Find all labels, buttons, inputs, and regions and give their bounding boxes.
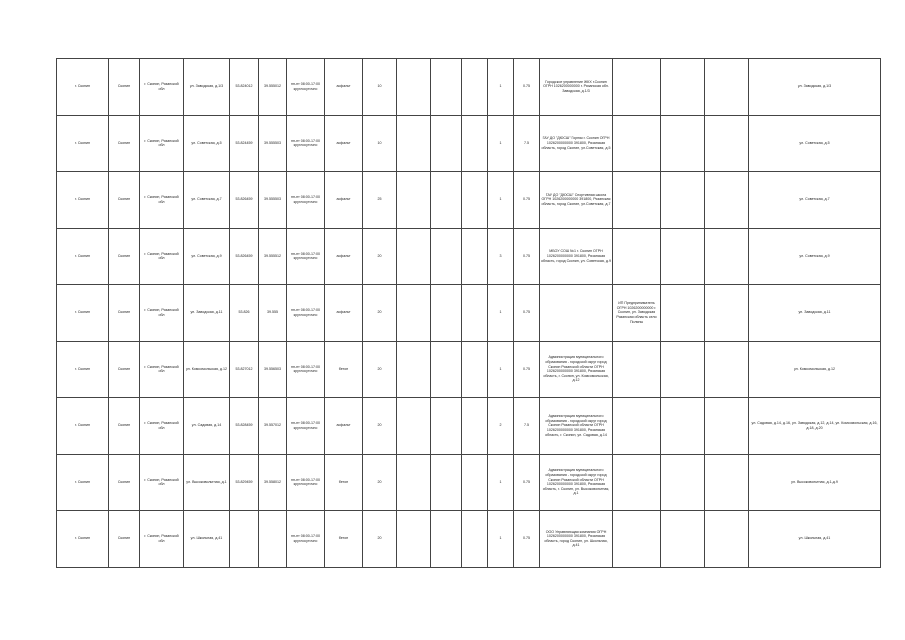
table-cell-addrs: ул. Советская, д.5 bbox=[749, 115, 881, 172]
table-cell-area: 20 bbox=[363, 511, 397, 568]
table-cell-c9 bbox=[397, 454, 431, 511]
table-cell-10 bbox=[431, 228, 462, 285]
table-cell-c12: 0.75 bbox=[514, 341, 540, 398]
table-cell-c10: 1 bbox=[488, 172, 514, 229]
table-cell-area: 20 bbox=[363, 285, 397, 342]
table-cell-street: ул. Заводская, д.1/3 bbox=[184, 59, 230, 116]
table-cell-street: ул. Комсомольская, д.12 bbox=[184, 341, 230, 398]
table-cell-owner: МБОУ СОШ №1 г. Скопин ОГРН 1026200000000 391800, Рязанская область, город Скопин, ул. Советская, д.9 bbox=[540, 228, 613, 285]
table-cell-owner: Администрация муниципального образования - городской округ город Скопин Рязанской области ОГРН 1026200000000 391800, Рязанская область, г. Скопин, ул. Высоковольтная, д.1 bbox=[540, 454, 613, 511]
table-cell-owner2 bbox=[613, 454, 661, 511]
table-cell-cover: асфальт bbox=[325, 398, 363, 455]
table-cell-owner2 bbox=[613, 172, 661, 229]
table-cell-owner2 bbox=[613, 228, 661, 285]
table-cell-10 bbox=[431, 172, 462, 229]
table-cell-lat: 53.827012 bbox=[230, 341, 259, 398]
table-cell-area: 20 bbox=[363, 341, 397, 398]
table-cell-owner2 bbox=[613, 511, 661, 568]
table-cell-addrs: ул. Садовая, д.14, д.16, ул. Заводская, д.12, д.14, ул. Комсомольская, д.16, д.18, д.20 bbox=[749, 398, 881, 455]
table-row bbox=[57, 511, 881, 568]
table-cell-cover: бетон bbox=[325, 341, 363, 398]
table-cell-city: г. Скопин bbox=[57, 285, 109, 342]
table-cell-c10: 1 bbox=[488, 59, 514, 116]
table-cell-10 bbox=[431, 398, 462, 455]
table-cell-owner: ООО Управляющая компания ОГРН 1026200000000 391800, Рязанская область, город Скопин, ул. Школьная, д.41 bbox=[540, 511, 613, 568]
table-cell-11 bbox=[462, 115, 488, 172]
table-cell-lon: 39.557012 bbox=[259, 398, 287, 455]
table-cell-c9 bbox=[397, 172, 431, 229]
table-cell-lon: 39.555512 bbox=[259, 228, 287, 285]
table-cell-area: 20 bbox=[363, 398, 397, 455]
table-cell-c12: 7.5 bbox=[514, 398, 540, 455]
table-cell-street: ул. Советская, д.9 bbox=[184, 228, 230, 285]
table-cell-16 bbox=[661, 511, 705, 568]
table-cell-11 bbox=[462, 398, 488, 455]
table-cell-owner2 bbox=[613, 398, 661, 455]
table-cell-c9 bbox=[397, 115, 431, 172]
table-cell-addr: г. Скопин, Рязанской обл bbox=[140, 398, 184, 455]
table-cell-addrs: ул. Советская, д.9 bbox=[749, 228, 881, 285]
table-cell-11 bbox=[462, 172, 488, 229]
table-cell-lon: 39.555503 bbox=[259, 115, 287, 172]
table-cell-area: 20 bbox=[363, 228, 397, 285]
table-cell-street: ул. Советская, д.5 bbox=[184, 115, 230, 172]
table-cell-time: пн-пт 08:00-17:00 круглосуточно bbox=[287, 398, 325, 455]
table-cell-lon: 39.555012 bbox=[259, 59, 287, 116]
table-cell-11 bbox=[462, 511, 488, 568]
table-cell-street: ул. Заводская, д.11 bbox=[184, 285, 230, 342]
table-row bbox=[57, 115, 881, 172]
table-cell-cover: асфальт bbox=[325, 59, 363, 116]
table-cell-c12: 0.75 bbox=[514, 285, 540, 342]
table-cell-c9 bbox=[397, 398, 431, 455]
table-cell-district: Скопин bbox=[109, 454, 140, 511]
table-cell-time: пн-пт 08:00-17:00 круглосуточно bbox=[287, 511, 325, 568]
table-cell-16 bbox=[661, 454, 705, 511]
table-cell-time: пн-пт 08:00-17:00 круглосуточно bbox=[287, 341, 325, 398]
table-cell-c9 bbox=[397, 228, 431, 285]
table-cell-c9 bbox=[397, 341, 431, 398]
table-cell-city: г. Скопин bbox=[57, 398, 109, 455]
table-cell-lon: 39.556503 bbox=[259, 341, 287, 398]
table-cell-time: пн-пт 08:00-17:00 круглосуточно bbox=[287, 59, 325, 116]
table-cell-district: Скопин bbox=[109, 59, 140, 116]
table-cell-city: г. Скопин bbox=[57, 511, 109, 568]
table-row bbox=[57, 398, 881, 455]
table-cell-addr: г. Скопин, Рязанской обл bbox=[140, 285, 184, 342]
table-cell-11 bbox=[462, 285, 488, 342]
table-cell-10 bbox=[431, 59, 462, 116]
table-cell-owner2 bbox=[613, 341, 661, 398]
table-cell-c10: 2 bbox=[488, 398, 514, 455]
table-cell-lat: 53.824012 bbox=[230, 59, 259, 116]
table-cell-addr: г. Скопин, Рязанской обл bbox=[140, 228, 184, 285]
table-cell-16 bbox=[661, 341, 705, 398]
table-cell-17 bbox=[705, 285, 749, 342]
table-cell-lat: 53.829459 bbox=[230, 454, 259, 511]
table-cell-time: пн-пт 08:00-17:00 круглосуточно bbox=[287, 454, 325, 511]
table-cell-lat: 53.824459 bbox=[230, 115, 259, 172]
table-cell-street: ул. Высоковольтная, д.1 bbox=[184, 454, 230, 511]
container-sites-table bbox=[56, 58, 881, 568]
table-cell-11 bbox=[462, 454, 488, 511]
table-cell-16 bbox=[661, 398, 705, 455]
table-cell-lat: 53.826459 bbox=[230, 172, 259, 229]
table-cell-area: 25 bbox=[363, 172, 397, 229]
table-cell-c10: 3 bbox=[488, 228, 514, 285]
table-cell-17 bbox=[705, 172, 749, 229]
table-cell-addr: г. Скопин, Рязанской обл bbox=[140, 454, 184, 511]
table-cell-16 bbox=[661, 59, 705, 116]
table-cell-addrs: ул. Советская, д.7 bbox=[749, 172, 881, 229]
table-cell-lat bbox=[230, 511, 259, 568]
table-cell-cover: асфальт bbox=[325, 172, 363, 229]
table-cell-addr: г. Скопин, Рязанской обл bbox=[140, 511, 184, 568]
table-cell-c10: 1 bbox=[488, 454, 514, 511]
table-cell-lon bbox=[259, 511, 287, 568]
table-cell-addr: г. Скопин, Рязанской обл bbox=[140, 115, 184, 172]
table-cell-c9 bbox=[397, 511, 431, 568]
table-cell-district: Скопин bbox=[109, 285, 140, 342]
table-cell-c12: 0.75 bbox=[514, 172, 540, 229]
table-cell-area: 10 bbox=[363, 115, 397, 172]
table-cell-addrs: ул. Школьная, д.41 bbox=[749, 511, 881, 568]
table-row bbox=[57, 285, 881, 342]
table-cell-district: Скопин bbox=[109, 115, 140, 172]
table-cell-c12: 0.75 bbox=[514, 59, 540, 116]
table-cell-owner: Администрация муниципального образования - городской округ город Скопин Рязанской области ОГРН 1026200000000 391800, Рязанская область, г. Скопин, ул. Садовая, д.14 bbox=[540, 398, 613, 455]
table-cell-11 bbox=[462, 341, 488, 398]
table-cell-cover: бетон bbox=[325, 454, 363, 511]
table-cell-time: пн-пт 08:00-17:00 круглосуточно bbox=[287, 115, 325, 172]
table-cell-district: Скопин bbox=[109, 398, 140, 455]
table-cell-lon: 39.558012 bbox=[259, 454, 287, 511]
table-cell-addrs: ул. Заводская, д.1/3 bbox=[749, 59, 881, 116]
table-cell-addr: г. Скопин, Рязанской обл bbox=[140, 172, 184, 229]
table-cell-addrs: ул. Заводская, д.11 bbox=[749, 285, 881, 342]
table-cell-district: Скопин bbox=[109, 172, 140, 229]
table-cell-10 bbox=[431, 454, 462, 511]
table-cell-owner2: ИП Предприниматель ОГРН 1026200000000 г. Скопин, ул. Заводская Рязанская область село Поляны bbox=[613, 285, 661, 342]
table-cell-owner: Городское управление ЖКХ г.Скопин ОГРН 1026200000000 г. Рязанская обл. Заводская, д.1/3 bbox=[540, 59, 613, 116]
table-cell-city: г. Скопин bbox=[57, 454, 109, 511]
table-cell-street: ул. Школьная, д.41 bbox=[184, 511, 230, 568]
table-cell-district: Скопин bbox=[109, 228, 140, 285]
table-cell-area: 10 bbox=[363, 59, 397, 116]
table-cell-time: пн-пт 08:00-17:00 круглосуточно bbox=[287, 172, 325, 229]
table-cell-10 bbox=[431, 511, 462, 568]
table-row bbox=[57, 172, 881, 229]
table-cell-cover: асфальт bbox=[325, 228, 363, 285]
table-cell-owner2 bbox=[613, 59, 661, 116]
table-cell-lat: 53.826 bbox=[230, 285, 259, 342]
table-cell-cover: асфальт bbox=[325, 285, 363, 342]
table-cell-11 bbox=[462, 228, 488, 285]
table-cell-city: г. Скопин bbox=[57, 115, 109, 172]
table-row bbox=[57, 228, 881, 285]
table-cell-c10: 1 bbox=[488, 115, 514, 172]
table-cell-17 bbox=[705, 454, 749, 511]
table-cell-owner bbox=[540, 285, 613, 342]
table-cell-c12: 0.75 bbox=[514, 454, 540, 511]
table-cell-owner: ГАУ ДО "ДЮСШ" Горняк г. Скопин ОГРН 1026200000000 391800, Рязанская область, город Скопин, ул.Советская, д.5 bbox=[540, 115, 613, 172]
table-cell-10 bbox=[431, 341, 462, 398]
table-cell-c12: 0.75 bbox=[514, 511, 540, 568]
table-cell-c10: 1 bbox=[488, 511, 514, 568]
table-cell-c9 bbox=[397, 285, 431, 342]
table-cell-lon: 39.555 bbox=[259, 285, 287, 342]
table-cell-city: г. Скопин bbox=[57, 341, 109, 398]
table-cell-cover: асфальт bbox=[325, 115, 363, 172]
table-cell-17 bbox=[705, 511, 749, 568]
table-cell-owner: Администрация муниципального образования - городской округ город Скопин Рязанской области ОГРН 1026200000000 391800, Рязанская область, г. Скопин, ул. Комсомольская, д.12 bbox=[540, 341, 613, 398]
table-cell-16 bbox=[661, 172, 705, 229]
table-cell-city: г. Скопин bbox=[57, 59, 109, 116]
table-cell-lat: 53.828459 bbox=[230, 398, 259, 455]
table-cell-c12: 7.5 bbox=[514, 115, 540, 172]
table-cell-addrs: ул. Высоковольтная, д.1-д.9 bbox=[749, 454, 881, 511]
table-cell-city: г. Скопин bbox=[57, 228, 109, 285]
table-cell-lon: 39.555503 bbox=[259, 172, 287, 229]
table-cell-city: г. Скопин bbox=[57, 172, 109, 229]
table-cell-16 bbox=[661, 115, 705, 172]
table-cell-16 bbox=[661, 285, 705, 342]
table-cell-17 bbox=[705, 398, 749, 455]
table-cell-street: ул. Советская, д.7 bbox=[184, 172, 230, 229]
table-cell-lat: 53.826459 bbox=[230, 228, 259, 285]
table-cell-11 bbox=[462, 59, 488, 116]
table-cell-addrs: ул. Комсомольская, д.12 bbox=[749, 341, 881, 398]
table-cell-district: Скопин bbox=[109, 511, 140, 568]
table-cell-owner: ГАУ ДО "ДЮСШ" Спортивная школа ОГРН 1026200000000 391800, Рязанская область, город Скопин, ул.Советская, д.7 bbox=[540, 172, 613, 229]
table-cell-10 bbox=[431, 285, 462, 342]
table-cell-17 bbox=[705, 115, 749, 172]
table-cell-street: ул. Садовая, д.14 bbox=[184, 398, 230, 455]
table-row bbox=[57, 341, 881, 398]
table-cell-17 bbox=[705, 341, 749, 398]
table-cell-time: пн-пт 08:00-17:00 круглосуточно bbox=[287, 285, 325, 342]
table-row bbox=[57, 59, 881, 116]
table-cell-addr: г. Скопин, Рязанской обл bbox=[140, 59, 184, 116]
table-row bbox=[57, 454, 881, 511]
table-cell-c12: 0.75 bbox=[514, 228, 540, 285]
table-cell-17 bbox=[705, 59, 749, 116]
table-cell-c9 bbox=[397, 59, 431, 116]
table-cell-16 bbox=[661, 228, 705, 285]
table-cell-owner2 bbox=[613, 115, 661, 172]
table-cell-c10: 1 bbox=[488, 341, 514, 398]
table-cell-district: Скопин bbox=[109, 341, 140, 398]
table-cell-c10: 1 bbox=[488, 285, 514, 342]
table-cell-area: 20 bbox=[363, 454, 397, 511]
table-cell-cover: бетон bbox=[325, 511, 363, 568]
table-cell-addr: г. Скопин, Рязанской обл bbox=[140, 341, 184, 398]
table-cell-17 bbox=[705, 228, 749, 285]
table-cell-10 bbox=[431, 115, 462, 172]
table-cell-time: пн-пт 08:00-17:00 круглосуточно bbox=[287, 228, 325, 285]
